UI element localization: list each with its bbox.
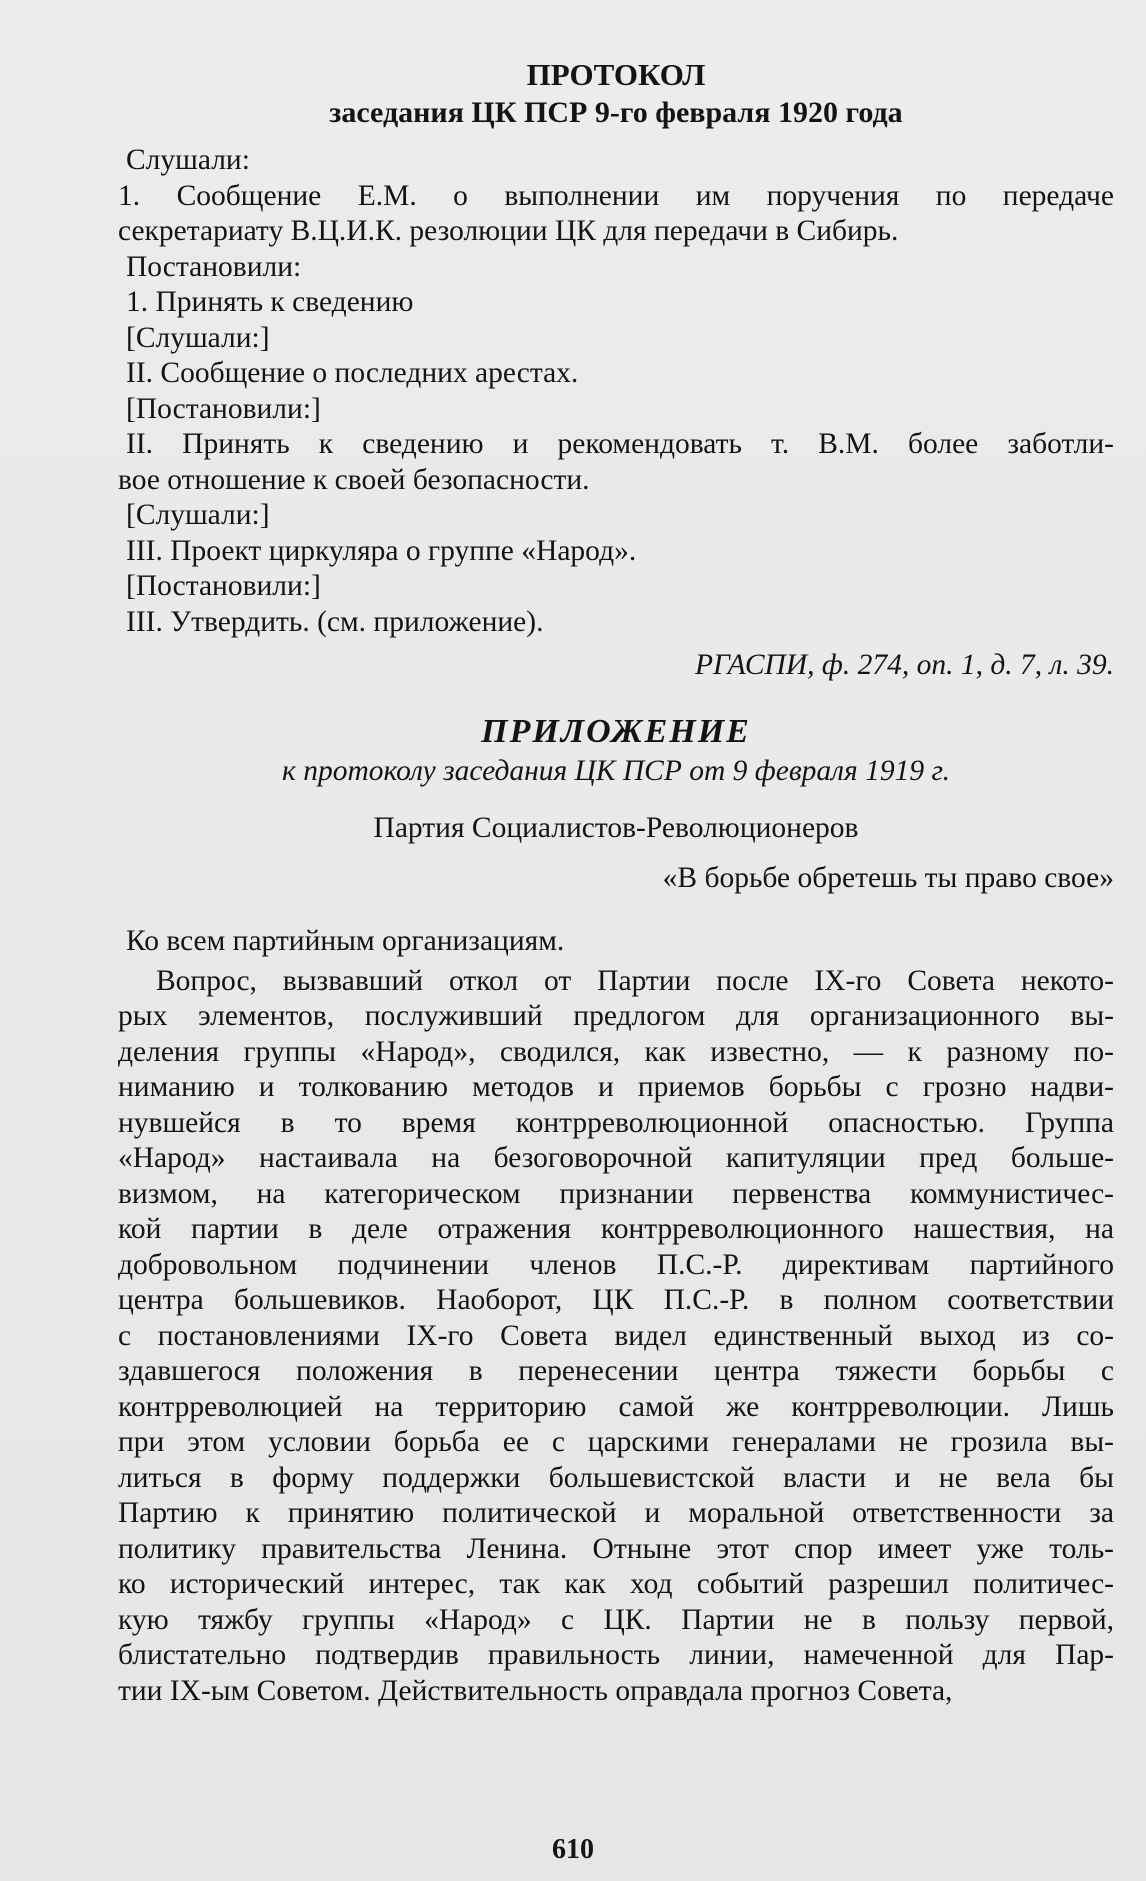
page-number: 610 (552, 1834, 594, 1865)
minutes-section (118, 143, 1114, 640)
body-line: контрреволюцией на территорию самой же контрреволюции. Лишь (118, 1390, 1114, 1423)
protocol-subtitle: заседания ЦК ПСР 9-го февраля 1920 года (329, 96, 903, 129)
body-line: центра большевиков. Наоборот, ЦК П.С.-Р. в полном соответствии (118, 1284, 1114, 1316)
archive-source: РГАСПИ, ф. 274, оп. 1, д. 7, л. 39. (694, 649, 1114, 681)
body-line: кой партии в деле отражения контрреволюционного нашествия, на (118, 1213, 1114, 1245)
body-line: ко исторический интерес, так как ход событий разрешил политичес- (118, 1568, 1114, 1600)
minutes-line: секретариату В.Ц.И.К. резолюции ЦК для передачи в Сибирь. (118, 215, 899, 247)
minutes-line: [Постановили:] (126, 570, 321, 602)
minutes-line: [Слушали:] (126, 499, 270, 531)
protocol-title: ПРОТОКОЛ (526, 57, 706, 92)
body-line: тии IX-ым Советом. Действительность оправдала прогноз Совета, (118, 1674, 953, 1707)
minutes-line: Слушали: (126, 144, 250, 176)
appendix-body (118, 964, 1114, 1710)
body-line: здавшегося положения в перенесении центра тяжести борьбы с (118, 1355, 1114, 1387)
party-name: Партия Социалистов-Революционеров (373, 812, 859, 844)
body-line: при этом условии борьба ее с царскими генералами не грозила вы- (118, 1426, 1114, 1458)
minutes-line: Постановили: (126, 250, 302, 283)
minutes-line: вое отношение к своей безопасности. (118, 463, 590, 496)
minutes-line: II. Принять к сведению и рекомендовать т. В.М. более заботли- (126, 428, 1114, 460)
body-line: рых элементов, послуживший предлогом для организационного вы- (118, 1000, 1114, 1032)
body-line: «Народ» настаивала на безоговорочной капитуляции пред больше- (118, 1142, 1114, 1174)
body-line: Партию к принятию политической и моральной ответственности за (118, 1497, 1114, 1529)
body-line: политику правительства Ленина. Отныне этот спор имеет уже толь- (118, 1532, 1114, 1565)
body-line: нувшейся в то время контрреволюционной опасностью. Группа (118, 1106, 1114, 1139)
party-motto: «В борьбе обретешь ты право свое» (662, 861, 1114, 894)
body-line: визмом, на категорическом признании первенства коммунистичес- (118, 1177, 1114, 1210)
minutes-line: [Слушали:] (126, 321, 270, 354)
minutes-line: II. Сообщение о последних арестах. (126, 357, 579, 389)
minutes-line: 1. Сообщение Е.М. о выполнении им поручения по передаче (118, 179, 1114, 212)
body-line: Вопрос, вызвавший откол от Партии после IX-го Совета некото- (156, 964, 1114, 997)
body-line: ниманию и толкованию методов и приемов борьбы с грозно надви- (118, 1071, 1114, 1103)
minutes-line: [Постановили:] (126, 392, 321, 425)
minutes-line: 1. Принять к сведению (126, 286, 414, 318)
body-line: с постановлениями IX-го Совета видел единственный выход из со- (118, 1319, 1114, 1352)
body-line: блистательно подтвердив правильность линии, намеченной для Пар- (118, 1639, 1114, 1671)
minutes-line: III. Утвердить. (см. приложение). (126, 605, 544, 638)
page-content (118, 56, 1114, 1709)
body-line: кую тяжбу группы «Народ» с ЦК. Партии не в пользу первой, (118, 1603, 1114, 1636)
appendix-subtitle: к протоколу заседания ЦК ПСР от 9 февраля 1919 г. (282, 754, 950, 787)
appendix-title: ПРИЛОЖЕНИЕ (481, 712, 751, 750)
minutes-line: III. Проект циркуляра о группе «Народ». (126, 534, 637, 567)
body-line: добровольном подчинении членов П.С.-Р. директивам партийного (118, 1248, 1114, 1281)
address-line: Ко всем партийным организациям. (126, 925, 565, 957)
body-line: деления группы «Народ», сводился, как известно, — к разному по- (118, 1035, 1114, 1068)
body-line: литься в форму поддержки большевистской власти и не вела бы (118, 1461, 1114, 1494)
